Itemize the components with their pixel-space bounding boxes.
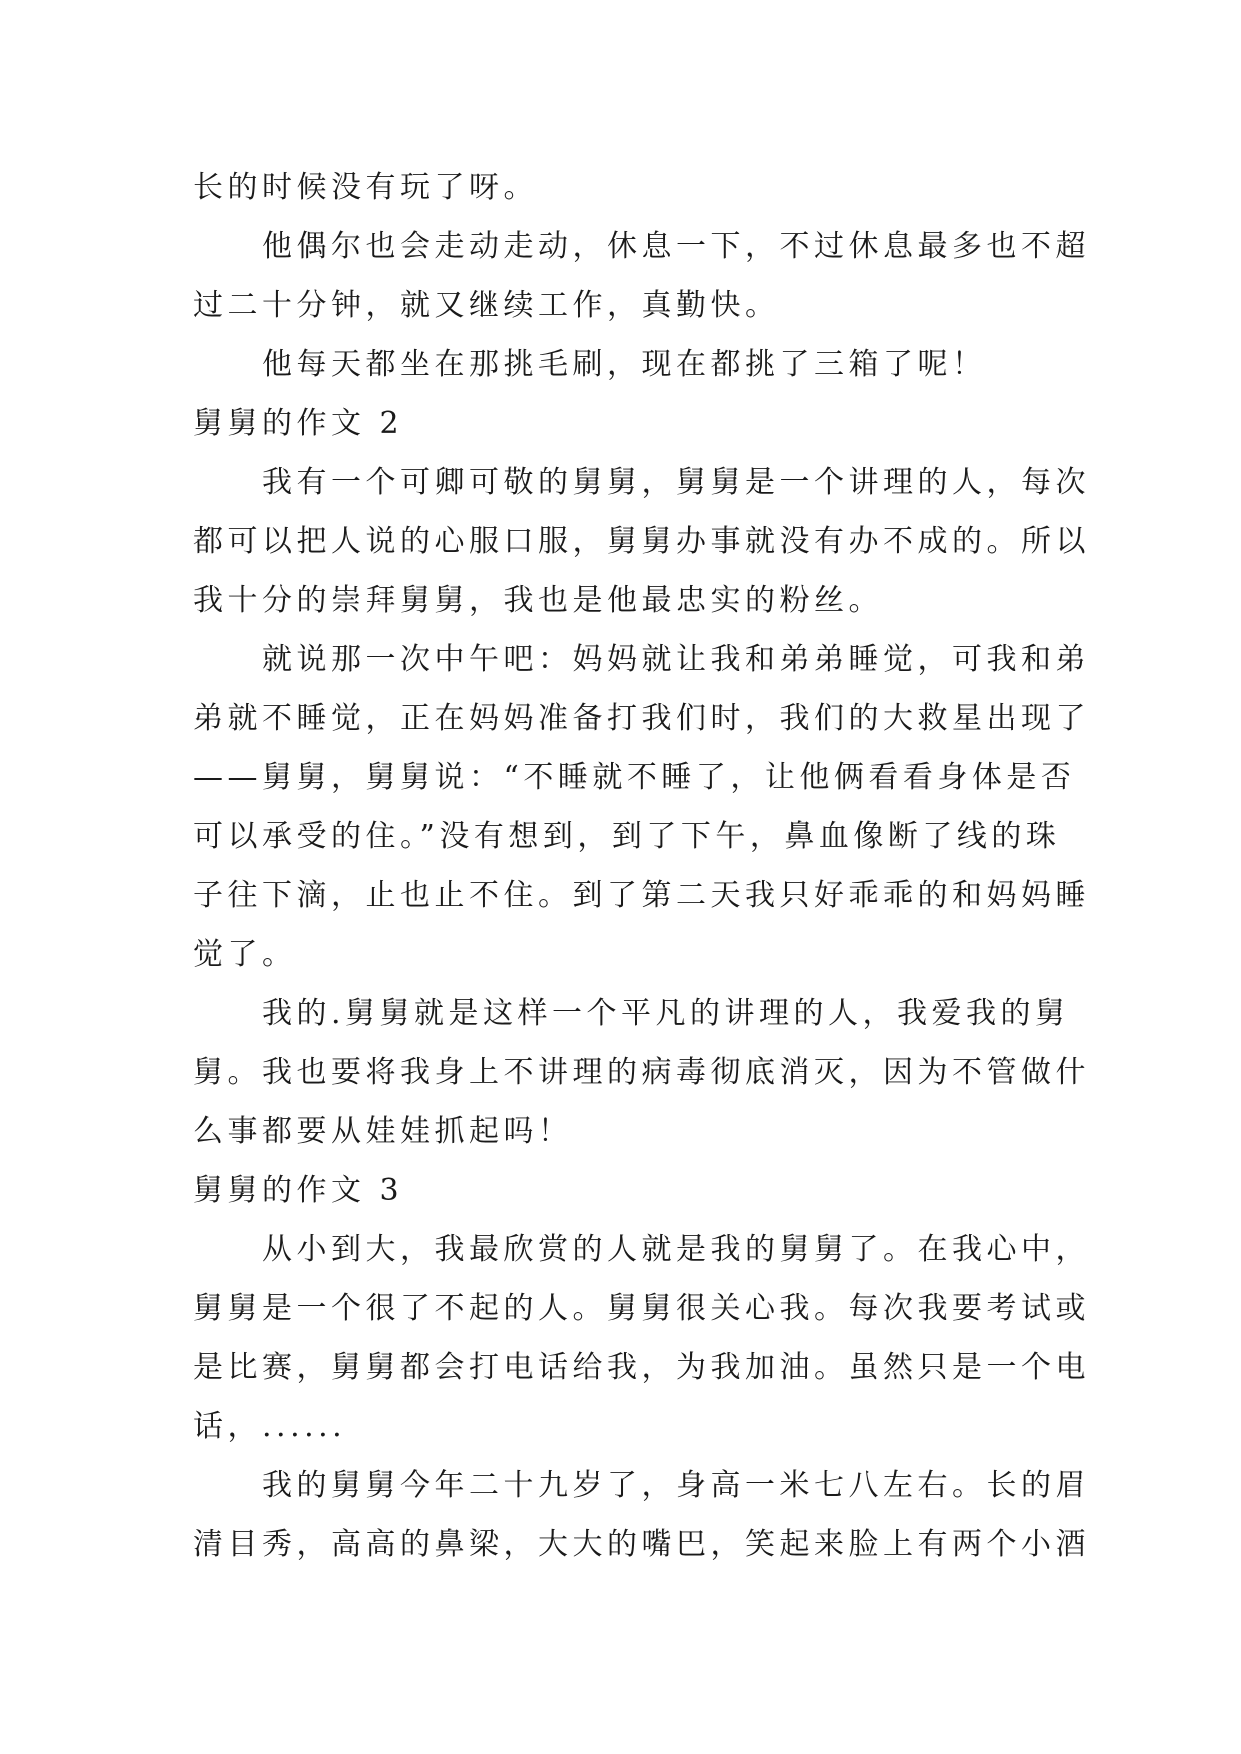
text-line: 弟就不睡觉，正在妈妈准备打我们时，我们的大救星出现了 bbox=[193, 701, 1090, 736]
text-line: 话，...... bbox=[193, 1409, 347, 1444]
text-line: 就说那一次中午吧：妈妈就让我和弟弟睡觉，可我和弟 bbox=[193, 642, 1090, 677]
text-line: 我的.舅舅就是这样一个平凡的讲理的人，我爱我的舅 bbox=[193, 996, 1070, 1031]
text-line: 么事都要从娃娃抓起吗！ bbox=[193, 1114, 573, 1149]
text-line: 舅舅是一个很了不起的人。舅舅很关心我。每次我要考试或 bbox=[193, 1291, 1090, 1326]
text-line: 可以承受的住。”没有想到，到了下午，鼻血像断了线的珠 bbox=[193, 819, 1061, 854]
text-line: ——舅舅，舅舅说：“不睡就不睡了，让他俩看看身体是否 bbox=[193, 760, 1076, 795]
text-line: 清目秀，高高的鼻梁，大大的嘴巴，笑起来脸上有两个小酒 bbox=[193, 1527, 1090, 1562]
text-line: 他偶尔也会走动走动，休息一下，不过休息最多也不超 bbox=[193, 229, 1090, 264]
text-line: 他每天都坐在那挑毛刷，现在都挑了三箱了呢！ bbox=[193, 347, 987, 382]
text-line: 都可以把人说的心服口服，舅舅办事就没有办不成的。所以 bbox=[193, 524, 1090, 559]
text-line: 从小到大，我最欣赏的人就是我的舅舅了。在我心中， bbox=[193, 1232, 1090, 1267]
section-heading: 舅舅的作文 3 bbox=[193, 1173, 404, 1208]
text-line: 我的舅舅今年二十九岁了，身高一米七八左右。长的眉 bbox=[193, 1468, 1090, 1503]
section-heading: 舅舅的作文 2 bbox=[193, 406, 404, 441]
text-line: 觉了。 bbox=[193, 937, 297, 972]
text-line: 长的时候没有玩了呀。 bbox=[193, 170, 538, 205]
text-line: 我有一个可卿可敬的舅舅，舅舅是一个讲理的人，每次 bbox=[193, 465, 1090, 500]
document-body bbox=[193, 158, 1090, 1574]
text-line: 子往下滴，止也止不住。到了第二天我只好乖乖的和妈妈睡 bbox=[193, 878, 1090, 913]
text-line: 我十分的崇拜舅舅，我也是他最忠实的粉丝。 bbox=[193, 583, 883, 618]
text-line: 舅。我也要将我身上不讲理的病毒彻底消灭，因为不管做什 bbox=[193, 1055, 1090, 1090]
text-line: 过二十分钟，就又继续工作，真勤快。 bbox=[193, 288, 780, 323]
text-line: 是比赛，舅舅都会打电话给我，为我加油。虽然只是一个电 bbox=[193, 1350, 1090, 1385]
